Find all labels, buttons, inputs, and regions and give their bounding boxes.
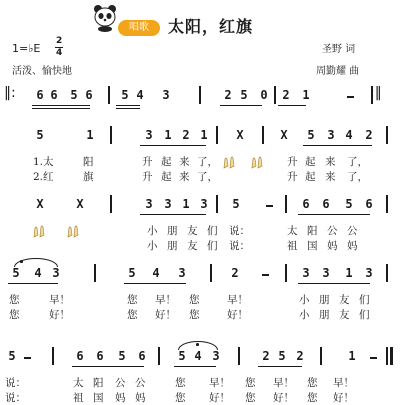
lyric-verse-1: 公: [115, 377, 126, 389]
lyric-verse-2: 您: [307, 392, 318, 404]
bar-line: [386, 347, 388, 365]
lyric-verse-1: 太: [287, 225, 298, 237]
section-badge: 唱歌: [118, 20, 160, 36]
lyric-verse-1: 公: [347, 225, 358, 237]
lyric-verse-1: 早！: [49, 294, 70, 306]
note: 2: [282, 88, 290, 102]
key-signature: 1=♭E: [12, 42, 41, 55]
note: 6: [85, 88, 93, 102]
lyric-verse-2: 妈: [347, 240, 358, 252]
note: [24, 349, 38, 363]
note: 3: [145, 197, 153, 211]
bar-line: [110, 126, 112, 144]
lyric-verse-2: 2.红: [33, 171, 54, 183]
lyric-verse-1: 友: [187, 225, 198, 237]
bar-line: [274, 86, 276, 104]
lyric-verse-2: 起: [161, 171, 172, 183]
note: 3: [200, 197, 208, 211]
lyric-verse-2: 朋: [319, 309, 330, 321]
note: 1: [348, 349, 356, 363]
note: 5: [70, 88, 78, 102]
lyric-verse-2: 们: [207, 240, 218, 252]
note: 3: [327, 128, 335, 142]
lyric-verse-1: 您: [175, 377, 186, 389]
lyric-verse-1: 升: [142, 156, 153, 168]
lyric-verse-2: 您: [127, 309, 138, 321]
lyric-verse-1: 太: [73, 377, 84, 389]
lyric-verse-1: 阳: [83, 156, 94, 168]
lyric-verse-2: 好！: [49, 309, 70, 321]
note: 6: [322, 197, 330, 211]
lyric-verse-1: 朋: [319, 294, 330, 306]
lyric-verse-1: 起: [161, 156, 172, 168]
lyric-verse-1: 来: [325, 156, 336, 168]
bar-line: [386, 264, 388, 282]
lyric-verse-2: 升: [287, 171, 298, 183]
note: 5: [240, 88, 248, 102]
lyric-verse-2: 了，: [347, 171, 368, 183]
bar-line: [94, 264, 96, 282]
bar-line: [386, 126, 388, 144]
note: 6: [302, 197, 310, 211]
lyric-verse-2: 您: [175, 392, 186, 404]
slur: [178, 341, 218, 350]
beam-line: [278, 105, 306, 106]
repeat-sign-end: :‖: [370, 85, 382, 101]
lyric-verse-1: 起: [305, 156, 316, 168]
beam-line: [298, 214, 370, 215]
note: 6: [50, 88, 58, 102]
note: 3: [162, 88, 170, 102]
note: X: [280, 128, 288, 142]
note: 3: [212, 349, 220, 363]
lyric-verse-2: 们: [359, 309, 370, 321]
bar-line: [238, 347, 240, 365]
note: 5: [36, 128, 44, 142]
time-signature-top: 2: [56, 36, 63, 46]
lyric-verse-2: 来: [179, 171, 190, 183]
lyric-verse-2: 起: [305, 171, 316, 183]
slur: [14, 258, 58, 267]
note: 1: [182, 197, 190, 211]
note: 5: [345, 197, 353, 211]
bar-line: [52, 347, 54, 365]
bar-line: [386, 195, 388, 213]
beam-line: [298, 283, 370, 284]
beam-line: [220, 105, 262, 106]
note: [347, 88, 361, 102]
lyric-verse-1: 们: [207, 225, 218, 237]
bar-line: [108, 86, 110, 104]
note: 1: [345, 266, 353, 280]
lyric-verse-2: 祖: [287, 240, 298, 252]
note: X: [76, 197, 84, 211]
lyric-verse-1: 早！: [209, 377, 230, 389]
note: 5: [128, 266, 136, 280]
lyric-verse-1: 您: [245, 377, 256, 389]
note: 2: [231, 266, 239, 280]
note: 4: [136, 88, 144, 102]
note: 2: [182, 128, 190, 142]
lyric-verse-1: 们: [359, 294, 370, 306]
lyric-verse-2: 说：: [5, 392, 26, 404]
note: 1: [164, 128, 172, 142]
lyric-verse-1: 早！: [227, 294, 248, 306]
lyric-verse-2: 好！: [155, 309, 176, 321]
note: 5: [121, 88, 129, 102]
lyric-verse-2: 好！: [227, 309, 248, 321]
lyric-verse-1: 您: [9, 294, 20, 306]
lyric-verse-1: 升: [287, 156, 298, 168]
note: 2: [296, 349, 304, 363]
bar-line: [262, 126, 264, 144]
lyric-verse-1: 说：: [229, 225, 250, 237]
lyric-verse-2: 说：: [229, 240, 250, 252]
lyric-verse-2: 好！: [209, 392, 230, 404]
lyricist-credit: 圣野 词: [322, 44, 356, 55]
bar-line: [158, 347, 160, 365]
lyric-verse-2: 小: [147, 240, 158, 252]
lyric-verse-1: 早！: [155, 294, 176, 306]
note: 5: [8, 349, 16, 363]
lyric-verse-2: 祖: [73, 392, 84, 404]
note: [370, 349, 384, 363]
note: X: [236, 128, 244, 142]
lyric-verse-1: 1.太: [33, 156, 54, 168]
lyric-verse-1: 说：: [5, 377, 26, 389]
beam-line: [72, 366, 144, 367]
note: 5: [232, 197, 240, 211]
lyric-verse-1: 小: [299, 294, 310, 306]
note: 5: [278, 349, 286, 363]
lyric-verse-1: 您: [127, 294, 138, 306]
bar-line: [110, 195, 112, 213]
beam-line: [116, 105, 140, 106]
composer-credit: 周勤耀 曲: [316, 66, 360, 77]
lyric-verse-2: 好！: [273, 392, 294, 404]
repeat-sign-start: ‖:: [4, 85, 16, 101]
tempo-marking: 活泼、愉快地: [12, 66, 72, 77]
note: 2: [224, 88, 232, 102]
lyric-verse-1: 早！: [333, 377, 354, 389]
note: 1: [302, 88, 310, 102]
clap-hands-icon: [32, 223, 46, 239]
note: 2: [262, 349, 270, 363]
lyric-verse-2: 您: [189, 309, 200, 321]
beam-line: [303, 145, 372, 146]
note: 1: [200, 128, 208, 142]
beam-line: [32, 108, 90, 109]
beam-line: [258, 366, 302, 367]
lyric-verse-2: 妈: [115, 392, 126, 404]
lyric-verse-2: 您: [9, 309, 20, 321]
lyric-verse-2: 妈: [135, 392, 146, 404]
lyric-verse-1: 友: [339, 294, 350, 306]
lyric-verse-1: 阳: [307, 225, 318, 237]
song-title: 太阳，红旗: [168, 17, 254, 36]
bar-line: [285, 195, 287, 213]
beam-line: [116, 108, 140, 109]
lyric-verse-2: 小: [299, 309, 310, 321]
note: 5: [118, 349, 126, 363]
note: 3: [145, 128, 153, 142]
note: 5: [178, 349, 186, 363]
note: 4: [34, 266, 42, 280]
clap-hands-icon: [222, 154, 236, 170]
beam-line: [140, 214, 206, 215]
clap-hands-icon: [66, 223, 80, 239]
note: X: [36, 197, 44, 211]
note: 3: [52, 266, 60, 280]
note: 0: [260, 88, 268, 102]
beam-line: [8, 283, 58, 284]
lyric-verse-1: 来: [179, 156, 190, 168]
note: 5: [307, 128, 315, 142]
lyric-verse-2: 了，: [197, 171, 218, 183]
note: 3: [322, 266, 330, 280]
note: 6: [96, 349, 104, 363]
lyric-verse-1: 阳: [93, 377, 104, 389]
note: 6: [138, 349, 146, 363]
lyric-verse-1: 早！: [273, 377, 294, 389]
bar-line: [320, 347, 322, 365]
lyric-verse-2: 友: [339, 309, 350, 321]
bar-line: [216, 195, 218, 213]
note: 1: [86, 128, 94, 142]
lyric-verse-2: 国: [93, 392, 104, 404]
note: 4: [194, 349, 202, 363]
lyric-verse-2: 您: [245, 392, 256, 404]
bar-line: [285, 264, 287, 282]
note: 4: [152, 266, 160, 280]
lyric-verse-1: 朋: [167, 225, 178, 237]
beam-line: [140, 145, 206, 146]
lyric-verse-2: 朋: [167, 240, 178, 252]
bar-line: [210, 264, 212, 282]
note: 6: [365, 197, 373, 211]
final-bar: [390, 347, 393, 365]
lyric-verse-1: 了，: [347, 156, 368, 168]
bar-line: [199, 86, 201, 104]
note: 4: [345, 128, 353, 142]
lyric-verse-1: 您: [189, 294, 200, 306]
note: 3: [164, 197, 172, 211]
note: 6: [76, 349, 84, 363]
note: 3: [178, 266, 186, 280]
clap-hands-icon: [250, 154, 264, 170]
beam-line: [32, 105, 90, 106]
note: 3: [302, 266, 310, 280]
lyric-verse-1: 公: [135, 377, 146, 389]
lyric-verse-2: 旗: [83, 171, 94, 183]
note: [266, 197, 280, 211]
lyric-verse-1: 公: [327, 225, 338, 237]
lyric-verse-1: 小: [147, 225, 158, 237]
lyric-verse-1: 您: [307, 377, 318, 389]
lyric-verse-2: 妈: [327, 240, 338, 252]
note: 3: [365, 266, 373, 280]
lyric-verse-2: 好！: [333, 392, 354, 404]
panda-icon: [92, 4, 118, 32]
bar-line: [216, 126, 218, 144]
lyric-verse-2: 升: [142, 171, 153, 183]
note: 2: [365, 128, 373, 142]
note: 6: [36, 88, 44, 102]
beam-line: [124, 283, 186, 284]
time-signature-bottom: 4: [56, 48, 63, 58]
lyric-verse-2: 友: [187, 240, 198, 252]
note: [262, 266, 276, 280]
beam-line: [174, 366, 216, 367]
note: 5: [12, 266, 20, 280]
lyric-verse-2: 国: [307, 240, 318, 252]
lyric-verse-2: 来: [325, 171, 336, 183]
lyric-verse-1: 了，: [197, 156, 218, 168]
